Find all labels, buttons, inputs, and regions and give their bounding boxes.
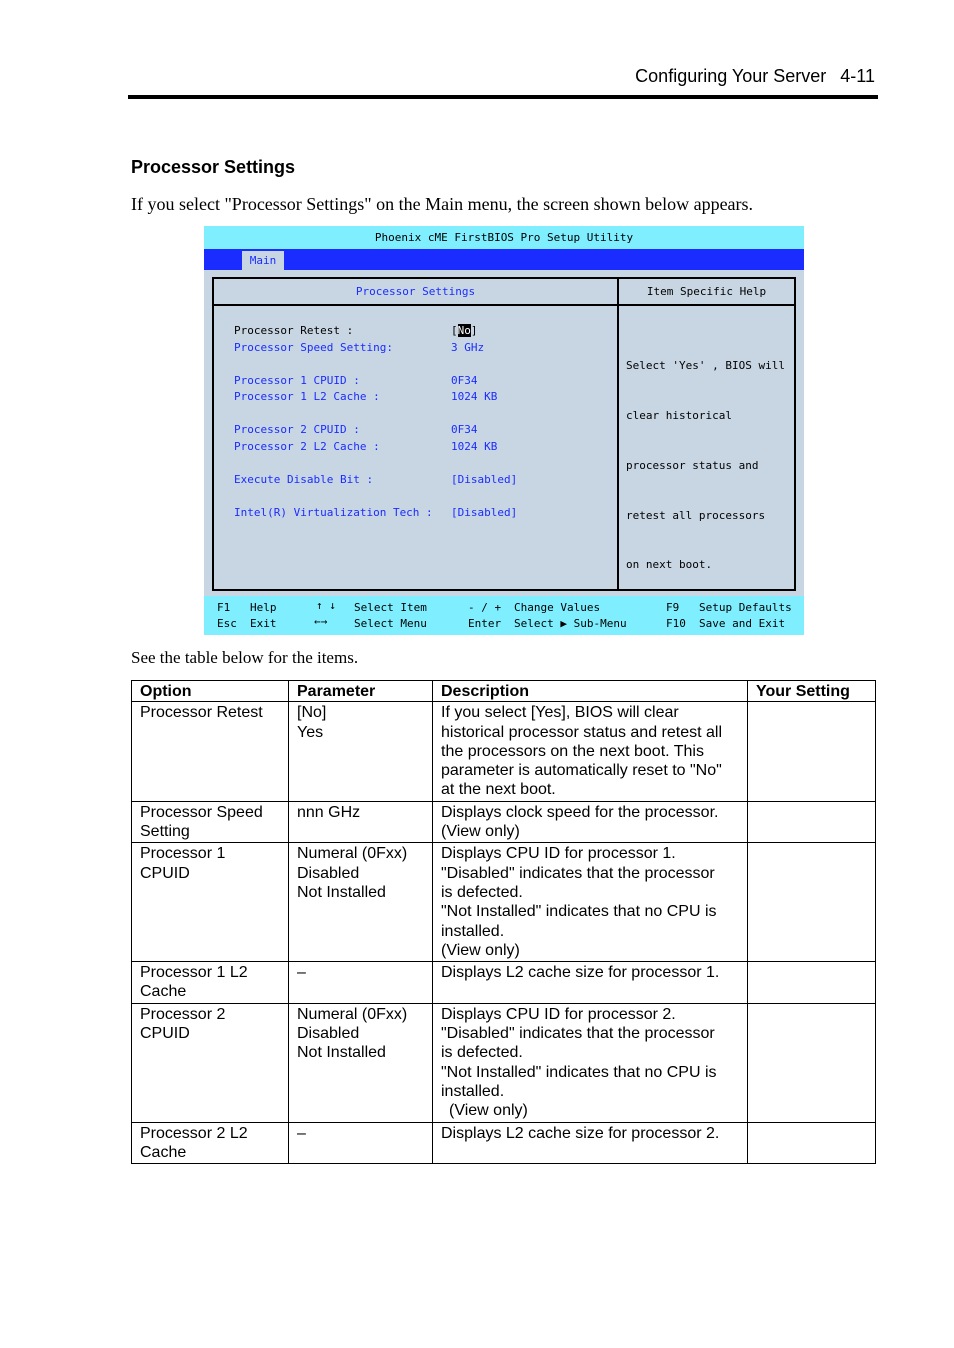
cell-line: Displays CPU ID for processor 2.: [441, 1005, 676, 1023]
bios-option-processor2-cpuid: Processor 2 CPUID :: [234, 423, 360, 436]
header-description: Description: [433, 681, 748, 702]
bios-help-pane-header: Item Specific Help: [646, 285, 767, 298]
cell-your-setting: [748, 702, 876, 801]
bios-value-processor-speed: 3 GHz: [451, 341, 485, 354]
key-enter: Enter: [468, 617, 502, 630]
bios-value-execute-disable[interactable]: [Disabled]: [451, 473, 518, 486]
cell-line: "Not Installed" indicates that no CPU is: [441, 1063, 717, 1081]
cell-your-setting: [748, 962, 876, 1004]
key-f9-label: Setup Defaults: [699, 601, 792, 614]
cell-line: (View only): [441, 823, 520, 841]
cell-your-setting: [748, 843, 876, 962]
cell-your-setting: [748, 1122, 876, 1164]
bios-key-legend: [204, 596, 804, 635]
cell-line: Setting: [140, 823, 190, 841]
bios-pane-divider: [617, 279, 619, 589]
bios-option-execute-disable[interactable]: Execute Disable Bit :: [234, 473, 374, 486]
bios-option-processor1-cpuid: Processor 1 CPUID :: [234, 374, 360, 387]
cell-line: Processor 2: [140, 1005, 226, 1023]
table-header-row: [132, 681, 876, 702]
cell-line: Not Installed: [297, 1044, 386, 1062]
table-row: [132, 843, 876, 962]
bios-option-processor1-l2: Processor 1 L2 Cache :: [234, 390, 380, 403]
left-right-arrow-icon: ←→: [314, 615, 328, 628]
bios-help-line: on next boot.: [626, 558, 713, 572]
bios-value-processor1-cpuid: 0F34: [451, 374, 478, 387]
cell-line: is defected.: [441, 883, 523, 901]
key-f9: F9: [666, 601, 680, 614]
bios-option-processor2-l2: Processor 2 L2 Cache :: [234, 440, 380, 453]
bios-help-line: processor status and: [626, 458, 759, 472]
cell-line: Not Installed: [297, 883, 386, 901]
bios-menu-bar: [204, 249, 804, 270]
cell-line: Disabled: [297, 1025, 360, 1043]
cell-option: [132, 962, 289, 1004]
cell-description: [433, 843, 748, 962]
cell-line: Numeral (0Fxx): [297, 845, 408, 863]
cell-description: [433, 801, 748, 843]
bios-main-frame: [212, 277, 796, 591]
cell-line: at the next boot.: [441, 781, 556, 799]
cell-description: [433, 962, 748, 1004]
cell-line: "Not Installed" indicates that no CPU is: [441, 903, 717, 921]
cell-line: Processor Speed: [140, 803, 263, 821]
cell-line: parameter is automatically reset to "No": [441, 762, 722, 780]
cell-line: Processor Retest: [140, 704, 263, 722]
bios-value-processor-retest[interactable]: [No]: [451, 324, 478, 337]
cell-line: Displays clock speed for the processor.: [441, 803, 719, 821]
cell-line: "Disabled" indicates that the processor: [441, 864, 715, 882]
cell-line: Displays L2 cache size for processor 2.: [441, 1124, 720, 1142]
key-plus-minus-label: Change Values: [514, 601, 601, 614]
cell-description: [433, 702, 748, 801]
bios-option-processor-speed: Processor Speed Setting:: [234, 341, 393, 354]
table-row: [132, 702, 876, 801]
header-rule: [128, 95, 878, 99]
key-enter-label: Select ▶ Sub-Menu: [514, 617, 627, 630]
cell-line: is defected.: [441, 1044, 523, 1062]
bios-title-bar: Phoenix cME FirstBIOS Pro Setup Utility: [204, 226, 804, 249]
header-your-setting: Your Setting: [748, 681, 876, 702]
header-option: Option: [132, 681, 289, 702]
bios-help-line: Select 'Yes' , BIOS will: [626, 359, 785, 373]
table-row: [132, 962, 876, 1004]
cell-line: installed.: [441, 1082, 505, 1100]
cell-option: [132, 801, 289, 843]
key-f1: F1: [217, 601, 231, 614]
cell-line: nnn GHz: [297, 803, 361, 821]
cell-line: If you select [Yes], BIOS will clear: [441, 704, 679, 722]
cell-line: "Disabled" indicates that the processor: [441, 1025, 715, 1043]
cell-your-setting: [748, 1003, 876, 1122]
cell-line: Displays CPU ID for processor 1.: [441, 845, 676, 863]
bios-tab-main[interactable]: Main: [242, 251, 284, 270]
intro-paragraph: If you select "Processor Settings" on the Main menu, the screen shown below appears.: [131, 194, 754, 214]
cell-parameter: [289, 962, 433, 1004]
cell-line: Processor 1: [140, 845, 226, 863]
cell-line: Displays L2 cache size for processor 1.: [441, 964, 720, 982]
cell-parameter: [289, 1003, 433, 1122]
cell-line: (View only): [441, 941, 520, 959]
key-leftright-label: Select Menu: [354, 617, 427, 630]
bios-value-processor2-l2: 1024 KB: [451, 440, 498, 453]
cell-your-setting: [748, 801, 876, 843]
bios-help-text: [626, 325, 791, 607]
bios-screenshot: [204, 226, 804, 635]
header-parameter: Parameter: [289, 681, 433, 702]
cell-option: [132, 1003, 289, 1122]
cell-option: [132, 843, 289, 962]
cell-line: Yes: [297, 723, 324, 741]
cell-parameter: [289, 843, 433, 962]
page-number: 4-11: [840, 66, 875, 86]
cell-line: [No]: [297, 704, 327, 722]
section-title: Processor Settings: [131, 157, 296, 177]
key-f10: F10: [666, 617, 686, 630]
bios-value-virtualization[interactable]: [Disabled]: [451, 506, 518, 519]
cell-parameter: [289, 1122, 433, 1164]
table-intro: See the table below for the items.: [131, 648, 359, 667]
bios-help-line: retest all processors: [626, 508, 766, 522]
bios-header-divider: [214, 304, 794, 306]
cell-line: historical processor status and retest all: [441, 723, 723, 741]
key-plus-minus: - / +: [468, 601, 502, 614]
cell-line: Disabled: [297, 864, 360, 882]
cell-description: [433, 1003, 748, 1122]
cell-line: (View only): [449, 1102, 528, 1120]
bios-value-processor2-cpuid: 0F34: [451, 423, 478, 436]
up-down-arrow-icon: ↑ ↓: [316, 599, 336, 612]
running-header: [635, 66, 875, 87]
cell-line: –: [297, 1124, 306, 1142]
table-row: [132, 1003, 876, 1122]
cell-line: CPUID: [140, 1025, 190, 1043]
cell-line: Cache: [140, 983, 187, 1001]
key-esc-label: Exit: [250, 617, 277, 630]
bios-option-virtualization[interactable]: Intel(R) Virtualization Tech :: [234, 506, 433, 519]
key-esc: Esc: [217, 617, 237, 630]
key-f1-label: Help: [250, 601, 277, 614]
cell-line: Cache: [140, 1143, 187, 1161]
bios-left-pane-header: Processor Settings: [355, 285, 476, 298]
table-row: [132, 801, 876, 843]
bios-option-processor-retest[interactable]: Processor Retest :: [234, 324, 354, 337]
cell-line: installed.: [441, 922, 505, 940]
key-updown-label: Select Item: [354, 601, 427, 614]
cell-line: Processor 2 L2: [140, 1124, 248, 1142]
cell-line: Processor 1 L2: [140, 964, 248, 982]
cell-option: [132, 702, 289, 801]
cell-parameter: [289, 801, 433, 843]
running-header-title: Configuring Your Server: [635, 66, 827, 86]
bios-help-line: clear historical: [626, 408, 732, 422]
cell-line: the processors on the next boot. This: [441, 742, 704, 760]
bios-value-processor1-l2: 1024 KB: [451, 390, 498, 403]
key-f10-label: Save and Exit: [699, 617, 786, 630]
settings-table: [131, 680, 876, 1164]
cell-description: [433, 1122, 748, 1164]
bios-value-processor-retest-highlight: No: [457, 324, 471, 337]
table-row: [132, 1122, 876, 1164]
cell-line: Numeral (0Fxx): [297, 1005, 408, 1023]
cell-parameter: [289, 702, 433, 801]
cell-option: [132, 1122, 289, 1164]
cell-line: CPUID: [140, 864, 190, 882]
cell-line: –: [297, 964, 306, 982]
